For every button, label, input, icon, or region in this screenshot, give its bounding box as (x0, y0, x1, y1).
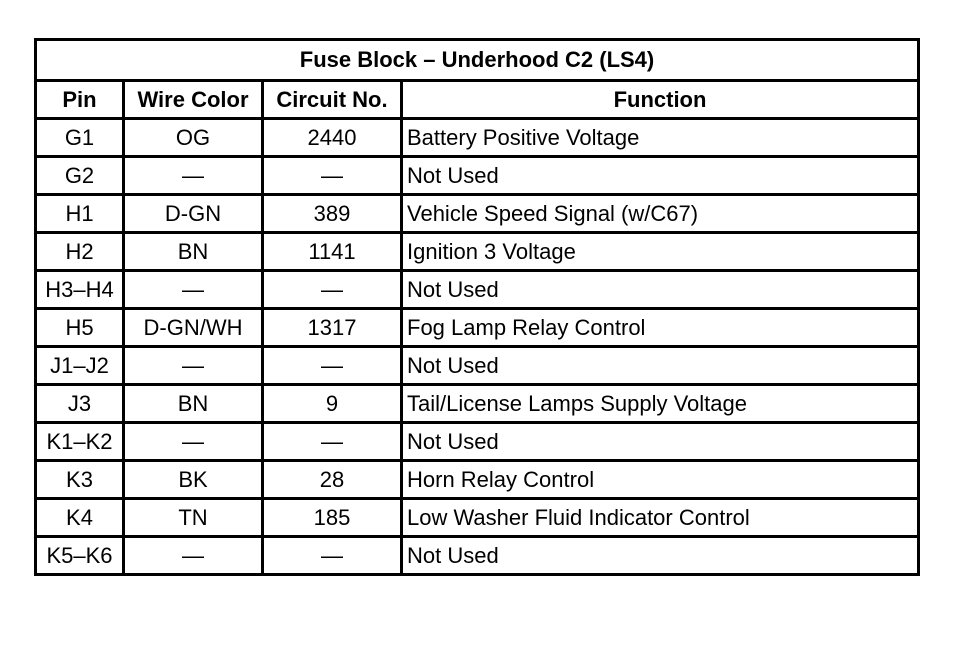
cell-pin: G2 (36, 157, 124, 195)
cell-function: Horn Relay Control (402, 461, 919, 499)
cell-wire-color: BK (124, 461, 263, 499)
connector-pinout-table (34, 38, 920, 576)
cell-pin: K3 (36, 461, 124, 499)
cell-function: Low Washer Fluid Indicator Control (402, 499, 919, 537)
cell-pin: H3–H4 (36, 271, 124, 309)
cell-circuit-no: — (263, 157, 402, 195)
cell-pin: J3 (36, 385, 124, 423)
cell-wire-color: D-GN (124, 195, 263, 233)
cell-pin: J1–J2 (36, 347, 124, 385)
cell-circuit-no: 185 (263, 499, 402, 537)
cell-circuit-no: — (263, 537, 402, 575)
cell-circuit-no: 389 (263, 195, 402, 233)
cell-wire-color: TN (124, 499, 263, 537)
cell-wire-color: — (124, 537, 263, 575)
cell-wire-color: D-GN/WH (124, 309, 263, 347)
cell-wire-color: BN (124, 233, 263, 271)
cell-circuit-no: — (263, 423, 402, 461)
cell-circuit-no: 9 (263, 385, 402, 423)
cell-pin: H2 (36, 233, 124, 271)
cell-circuit-no: — (263, 271, 402, 309)
table-row (36, 385, 919, 423)
cell-pin: H5 (36, 309, 124, 347)
cell-wire-color: — (124, 157, 263, 195)
cell-function: Battery Positive Voltage (402, 119, 919, 157)
table-row (36, 309, 919, 347)
table-body (36, 119, 919, 575)
cell-function: Tail/License Lamps Supply Voltage (402, 385, 919, 423)
cell-function: Fog Lamp Relay Control (402, 309, 919, 347)
table-row (36, 537, 919, 575)
table-row (36, 423, 919, 461)
cell-function: Not Used (402, 423, 919, 461)
table-title-row (36, 40, 919, 81)
header-wire-color: Wire Color (124, 81, 263, 119)
cell-circuit-no: 1317 (263, 309, 402, 347)
table-row (36, 119, 919, 157)
table-row (36, 271, 919, 309)
cell-function: Not Used (402, 537, 919, 575)
cell-wire-color: OG (124, 119, 263, 157)
cell-function: Not Used (402, 271, 919, 309)
header-pin: Pin (36, 81, 124, 119)
cell-pin: K1–K2 (36, 423, 124, 461)
header-function: Function (402, 81, 919, 119)
table-row (36, 461, 919, 499)
table-title: Fuse Block – Underhood C2 (LS4) (36, 40, 919, 81)
header-circuit-no: Circuit No. (263, 81, 402, 119)
cell-wire-color: — (124, 423, 263, 461)
connector-pinout-table-container (34, 38, 920, 576)
table-row (36, 347, 919, 385)
cell-wire-color: — (124, 347, 263, 385)
cell-function: Ignition 3 Voltage (402, 233, 919, 271)
table-row (36, 233, 919, 271)
cell-pin: G1 (36, 119, 124, 157)
cell-function: Not Used (402, 347, 919, 385)
table-row (36, 195, 919, 233)
cell-pin: K5–K6 (36, 537, 124, 575)
table-header-row (36, 81, 919, 119)
cell-wire-color: — (124, 271, 263, 309)
cell-circuit-no: — (263, 347, 402, 385)
table-row (36, 157, 919, 195)
cell-circuit-no: 2440 (263, 119, 402, 157)
cell-function: Vehicle Speed Signal (w/C67) (402, 195, 919, 233)
table-row (36, 499, 919, 537)
cell-wire-color: BN (124, 385, 263, 423)
cell-circuit-no: 28 (263, 461, 402, 499)
cell-circuit-no: 1141 (263, 233, 402, 271)
cell-pin: K4 (36, 499, 124, 537)
cell-pin: H1 (36, 195, 124, 233)
cell-function: Not Used (402, 157, 919, 195)
